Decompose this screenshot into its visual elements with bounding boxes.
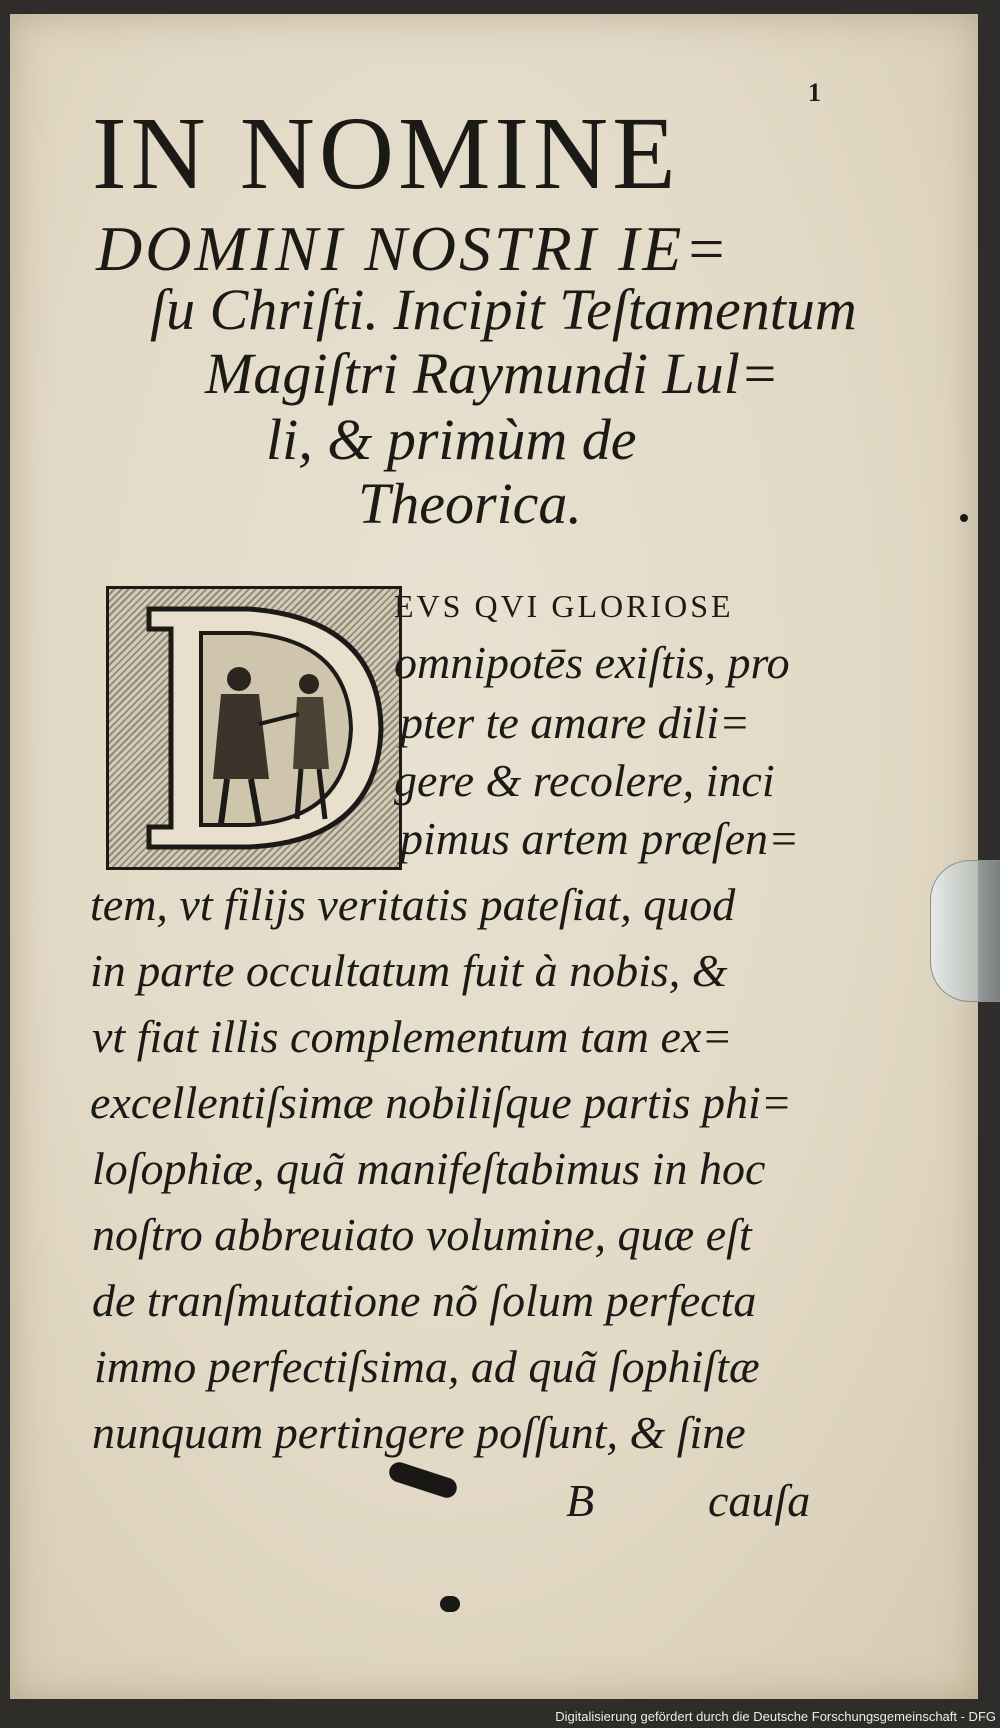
body-line: pimus artem præſen=	[400, 813, 800, 864]
catchword: cauſa	[708, 1475, 811, 1526]
title-line-1: IN NOMINE	[92, 96, 680, 211]
signature-mark: B	[566, 1475, 595, 1526]
body-line: noſtro abbreuiato volumine, quæ eſt	[92, 1209, 752, 1260]
body-line: de tranſmutatione nõ ſolum perfecta	[92, 1275, 757, 1326]
body-line: in parte occultatum fuit à nobis, &	[90, 945, 728, 996]
title-line-4: Magiſtri Raymundi Lul=	[205, 341, 780, 406]
body-line: omnipotēs exiſtis, pro	[394, 637, 790, 688]
body-line: tem, vt filijs veritatis pateſiat, quod	[90, 879, 736, 930]
body-line: excellentiſsimæ nobiliſque partis phi=	[90, 1077, 792, 1128]
page-clip-icon	[930, 860, 1000, 1002]
title-line-6: Theorica.	[358, 471, 582, 536]
body-line: nunquam pertingere poſſunt, & ſine	[92, 1407, 746, 1458]
opening-small-caps: EVS QVI GLORIOSE	[394, 588, 734, 624]
digitization-credit: Digitalisierung gefördert durch die Deutsche Forschungsgemeinschaft - DFG	[555, 1709, 996, 1724]
title-line-3: ſu Chriſti. Incipit Teſtamentum	[150, 277, 857, 342]
title-line-2: DOMINI NOSTRI IE=	[96, 213, 731, 284]
woodcut-initial-d-icon	[106, 586, 402, 870]
body-line: pter te amare dili=	[400, 697, 751, 748]
folio-number: 1	[808, 78, 821, 107]
paper-page	[10, 14, 978, 1699]
body-line: immo perfectiſsima, ad quã ſophiſtæ	[94, 1341, 760, 1392]
ink-dot-icon	[960, 514, 968, 522]
ink-stain-icon	[387, 1460, 460, 1501]
body-line: gere & recolere, inci	[394, 755, 775, 806]
body-line: loſophiæ, quã manifeſtabimus in hoc	[92, 1143, 766, 1194]
body-line: vt fiat illis complementum tam ex=	[92, 1011, 733, 1062]
title-line-5: li, & primùm de	[266, 407, 637, 472]
ink-dot-icon	[440, 1596, 460, 1612]
